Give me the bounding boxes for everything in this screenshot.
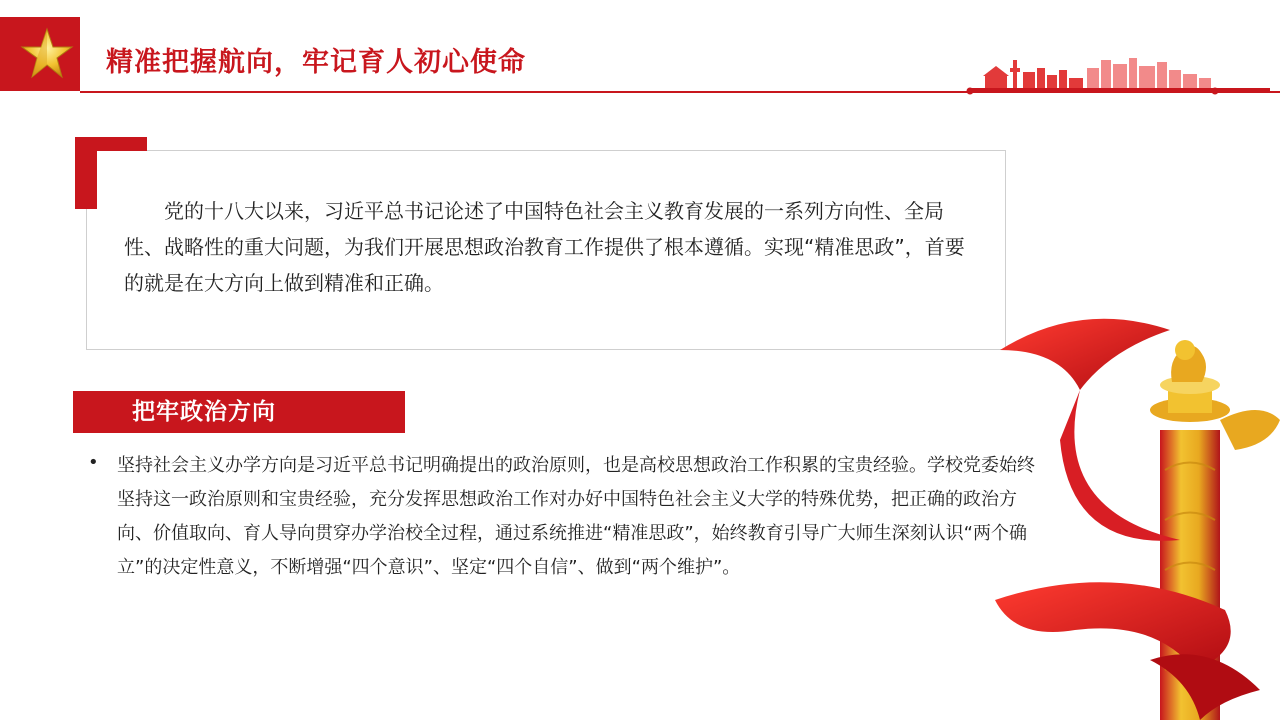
header-star-badge	[0, 17, 80, 91]
huabiao-pillar-with-ribbon	[990, 300, 1280, 720]
section-heading-bar	[73, 391, 405, 433]
section-body: 坚持社会主义办学方向是习近平总书记明确提出的政治原则，也是高校思想政治工作积累的宝贵经验。学校党委始终坚持这一政治原则和宝贵经验，充分发挥思想政治工作对办好中国特色社会主义大学的特殊优势，把正确的政治方向、价值取向、育人导向贯穿办学治校全过程，通过系统推进“精准思政”，始终教育引导广大师生深刻认识“两个确立”的决定性意义，不断增强“四个意识”、坚定“四个自信”、做到“两个维护”。	[117, 455, 1035, 578]
intro-text: 党的十八大以来，习近平总书记论述了中国特色社会主义教育发展的一系列方向性、全局性、战略性的重大问题，为我们开展思想政治教育工作提供了根本遵循。实现“精准思政”，首要的就是在大方向上做到精准和正确。	[124, 199, 965, 295]
page-title: 精准把握航向，牢记育人初心使命	[106, 47, 526, 78]
city-skyline	[965, 50, 1280, 95]
star-icon	[0, 17, 80, 91]
section-title: 把牢政治方向	[132, 399, 276, 425]
bullet-marker: •	[88, 452, 99, 473]
